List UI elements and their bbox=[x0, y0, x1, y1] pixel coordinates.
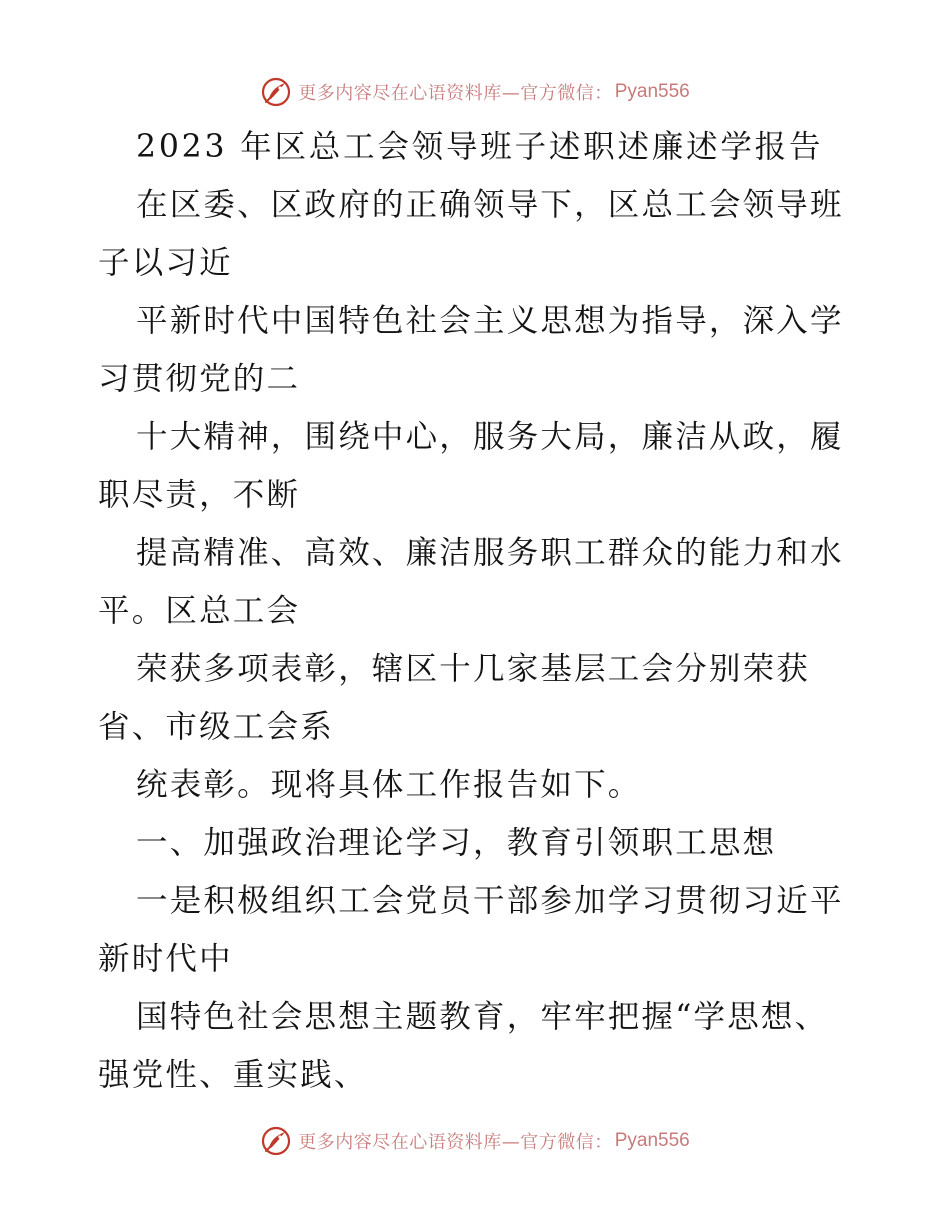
text-line: 荣获多项表彰，辖区十几家基层工会分别荣获 bbox=[136, 651, 811, 687]
text-line: 平。区总工会 bbox=[98, 593, 301, 629]
text-line: 国特色社会思想主题教育，牢牢把握“学思想、 bbox=[136, 999, 829, 1035]
text-line: 一是积极组织工会党员干部参加学习贯彻习近平 bbox=[136, 883, 844, 919]
text-line: 省、市级工会系 bbox=[98, 709, 334, 745]
text-line: 习贯彻党的二 bbox=[98, 361, 301, 397]
text-line: 提高精准、高效、廉洁服务职工群众的能力和水 bbox=[136, 535, 844, 571]
watermark-wechat-id: Pyan556 bbox=[614, 81, 690, 102]
text-line: 新时代中 bbox=[98, 941, 233, 977]
text-line: 十大精神，围绕中心，服务大局，廉洁从政，履 bbox=[136, 419, 844, 455]
section-heading: 一、加强政治理论学习，教育引领职工思想 bbox=[136, 825, 777, 861]
watermark-wechat-id: Pyan556 bbox=[614, 1130, 690, 1151]
footer-watermark bbox=[0, 1121, 950, 1161]
document-body bbox=[0, 118, 950, 1104]
pen-logo-icon bbox=[260, 1125, 292, 1157]
document-title: 2023 年区总工会领导班子述职述廉述学报告 bbox=[136, 129, 824, 165]
text-line: 强党性、重实践、 bbox=[98, 1057, 368, 1093]
text-line: 在区委、区政府的正确领导下，区总工会领导班 bbox=[136, 187, 844, 223]
watermark-text: 更多内容尽在心语资料库—官方微信： bbox=[298, 1132, 613, 1153]
header-watermark bbox=[0, 72, 950, 112]
text-line: 统表彰。现将具体工作报告如下。 bbox=[136, 767, 642, 803]
pen-logo-icon bbox=[260, 76, 292, 108]
text-line: 子以习近 bbox=[98, 245, 233, 281]
text-line: 平新时代中国特色社会主义思想为指导，深入学 bbox=[136, 303, 844, 339]
watermark-text: 更多内容尽在心语资料库—官方微信： bbox=[298, 83, 613, 104]
text-line: 职尽责，不断 bbox=[98, 477, 301, 513]
